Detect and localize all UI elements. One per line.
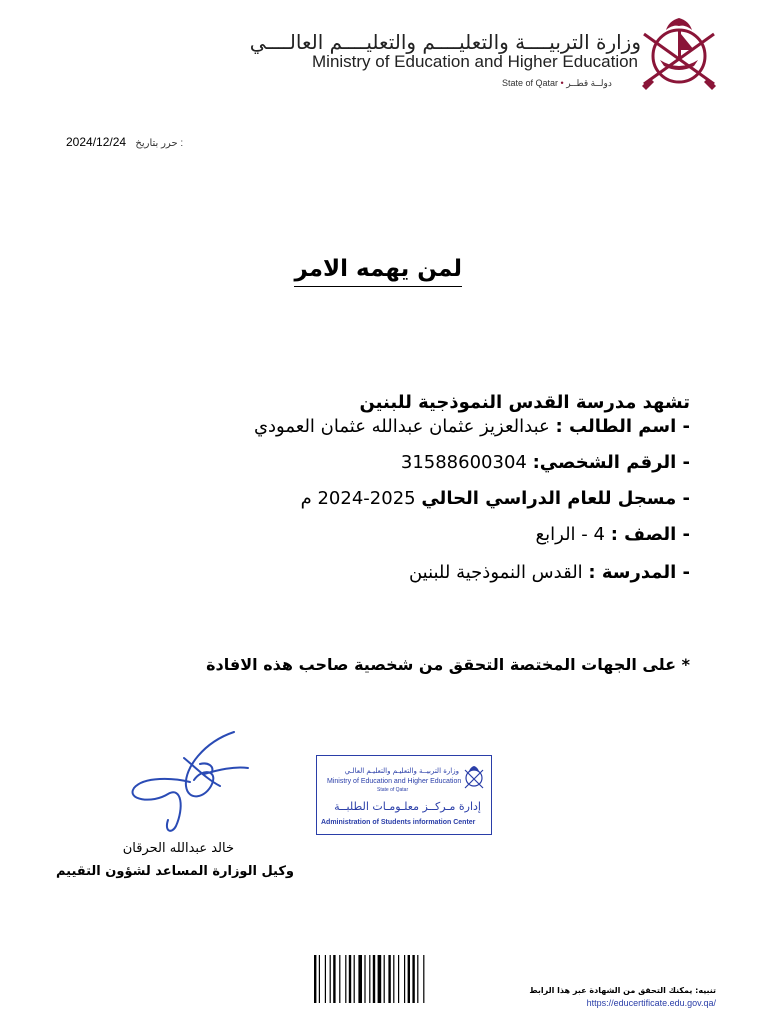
certificate-intro: تشهد مدرسة القدس النموذجية للبنين <box>359 392 690 413</box>
student-name-label: - اسم الطالب : <box>555 416 690 437</box>
registration-label: - مسجل للعام الدراسي الحالي <box>421 488 690 509</box>
issue-date-label: حرر بتاريخ : <box>135 138 184 149</box>
personal-id-row <box>401 452 690 473</box>
qatar-emblem-icon <box>636 10 722 96</box>
verify-link[interactable]: https://educertificate.edu.gov.qa/ <box>586 998 716 1008</box>
school-label: - المدرسة : <box>588 562 690 583</box>
stamp-ministry-arabic: وزارة التربيــة والتعليـم والتعليـم العالـي <box>344 767 459 775</box>
issue-date-row <box>66 135 183 149</box>
barcode-icon <box>314 955 460 1003</box>
grade-label: - الصف : <box>610 524 690 545</box>
ministry-name-english: Ministry of Education and Higher Education <box>312 52 639 71</box>
separator-dot-icon: • <box>560 78 564 88</box>
school-value: القدس النموذجية للبنين <box>408 562 583 583</box>
issue-date: 2024/12/24 <box>66 135 127 149</box>
verification-note: * على الجهات المختصة التحقق من شخصية صاحب هذه الافادة <box>206 655 690 674</box>
personal-id-value: 31588600304 <box>400 452 527 473</box>
state-line <box>502 78 612 89</box>
grade-value: 4 - الرابع <box>535 524 605 545</box>
verify-note: تنبيه: يمكنك التحقق من الشهادة عبر هذا الرابط <box>529 986 716 995</box>
stamp-department-arabic: إدارة مـركــز معلـومـات الطلبــة <box>334 800 481 813</box>
signatory-title: وكيل الوزارة المساعد لشؤون التقييم <box>55 864 294 879</box>
personal-id-label: - الرقم الشخصي: <box>532 452 690 473</box>
page-title: لمن يهمه الامر <box>294 256 462 287</box>
stamp-ministry-english: Ministry of Education and Higher Education <box>327 778 462 785</box>
signature-icon <box>124 728 254 838</box>
school-row <box>409 562 690 583</box>
grade-row <box>536 524 690 545</box>
registration-row <box>301 488 690 509</box>
stamp-state: State of Qatar <box>377 787 409 793</box>
signatory-name: خالد عبدالله الحرقان <box>122 841 234 856</box>
official-stamp <box>316 755 492 835</box>
state-arabic: دولــة قطــر <box>566 78 612 88</box>
student-name-value: عبدالعزيز عثمان عبدالله عثمان العمودي <box>253 416 550 437</box>
stamp-department-english: Administration of Students information Center <box>321 819 476 826</box>
student-name-row <box>254 416 690 437</box>
stamp-emblem-icon <box>463 764 485 790</box>
academic-year-value: 2025-2024 م <box>300 488 416 509</box>
state-english: State of Qatar <box>502 78 559 88</box>
ministry-name-arabic: وزارة التربيــــة والتعليــــم والتعليــــم العالــــي <box>249 30 641 54</box>
